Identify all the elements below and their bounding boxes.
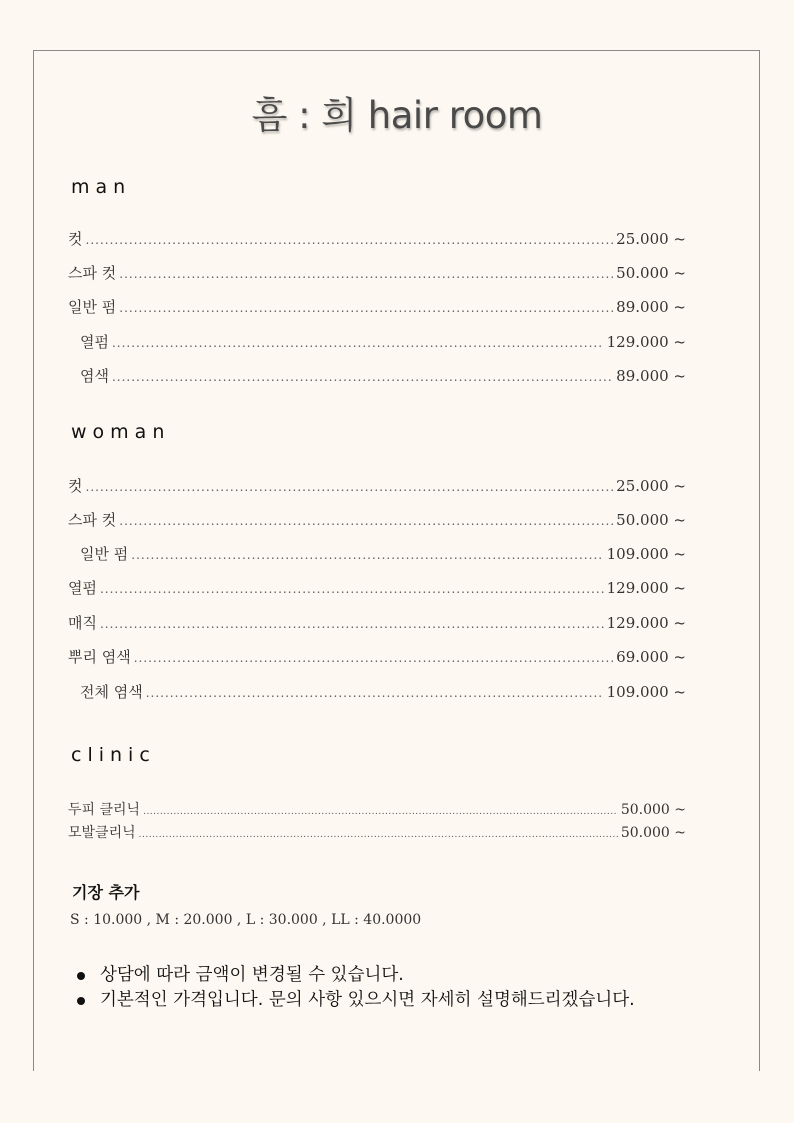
length-extra-prices: S : 10.000 , M : 20.000 , L : 30.000 , LL : 40.0000 xyxy=(70,912,422,928)
service-name: 전체 염색 xyxy=(80,683,143,701)
service-name: 컷 xyxy=(68,477,83,495)
service-price: 129.000 ~ xyxy=(606,333,686,351)
length-extra-heading: 기장 추가 xyxy=(72,883,140,902)
price-row xyxy=(80,366,686,386)
service-name: 모발클리닉 xyxy=(68,825,136,841)
dot-leader xyxy=(119,298,613,318)
service-price: 50.000 ~ xyxy=(620,802,686,818)
dot-leader xyxy=(112,333,604,353)
service-price: 129.000 ~ xyxy=(606,579,686,597)
service-name: 컷 xyxy=(68,230,83,248)
service-name: 염색 xyxy=(80,367,109,385)
service-name: 열펌 xyxy=(68,579,97,597)
note-item: 상담에 따라 금액이 변경될 수 있습니다. xyxy=(75,963,695,988)
service-name: 스파 컷 xyxy=(68,511,117,529)
price-row xyxy=(80,332,686,352)
dot-leader xyxy=(112,367,613,387)
service-price: 129.000 ~ xyxy=(606,614,686,632)
dot-leader xyxy=(119,264,613,284)
section-heading-clinic: clinic xyxy=(71,744,156,766)
service-price: 50.000 ~ xyxy=(620,825,686,841)
price-row xyxy=(68,297,686,317)
page-title: 흠 : 희 hair room xyxy=(251,94,543,137)
price-row xyxy=(68,476,686,496)
dot-leader xyxy=(139,826,618,844)
service-price: 109.000 ~ xyxy=(606,545,686,563)
dot-leader xyxy=(100,579,604,599)
service-name: 열펌 xyxy=(80,333,109,351)
service-price: 50.000 ~ xyxy=(616,511,686,529)
dot-leader xyxy=(100,614,604,634)
section-heading-woman: woman xyxy=(71,421,171,443)
price-row xyxy=(68,613,686,633)
price-row xyxy=(68,801,686,819)
notes-list xyxy=(75,963,695,1013)
service-name: 매직 xyxy=(68,614,97,632)
dot-leader xyxy=(146,683,604,703)
dot-leader xyxy=(134,648,613,668)
service-name: 일반 펌 xyxy=(80,545,129,563)
price-row xyxy=(68,824,686,842)
service-price: 69.000 ~ xyxy=(616,648,686,666)
dot-leader xyxy=(86,477,614,497)
price-row xyxy=(68,578,686,598)
note-item: 기본적인 가격입니다. 문의 사항 있으시면 자세히 설명해드리겠습니다. xyxy=(75,988,695,1013)
price-row xyxy=(68,510,686,530)
dot-leader xyxy=(131,545,603,565)
dot-leader xyxy=(119,511,613,531)
service-name: 뿌리 염색 xyxy=(68,648,131,666)
service-price: 89.000 ~ xyxy=(616,298,686,316)
price-row xyxy=(68,229,686,249)
section-heading-man: man xyxy=(71,176,132,198)
service-price: 25.000 ~ xyxy=(616,477,686,495)
service-name: 일반 펌 xyxy=(68,298,117,316)
dot-leader xyxy=(143,803,618,821)
service-name: 스파 컷 xyxy=(68,264,117,282)
service-name: 두피 클리닉 xyxy=(68,802,141,818)
service-price: 89.000 ~ xyxy=(616,367,686,385)
price-row xyxy=(80,682,686,702)
price-row xyxy=(80,544,686,564)
price-row xyxy=(68,263,686,283)
service-price: 25.000 ~ xyxy=(616,230,686,248)
dot-leader xyxy=(86,230,614,250)
price-row xyxy=(68,647,686,667)
service-price: 109.000 ~ xyxy=(606,683,686,701)
service-price: 50.000 ~ xyxy=(616,264,686,282)
